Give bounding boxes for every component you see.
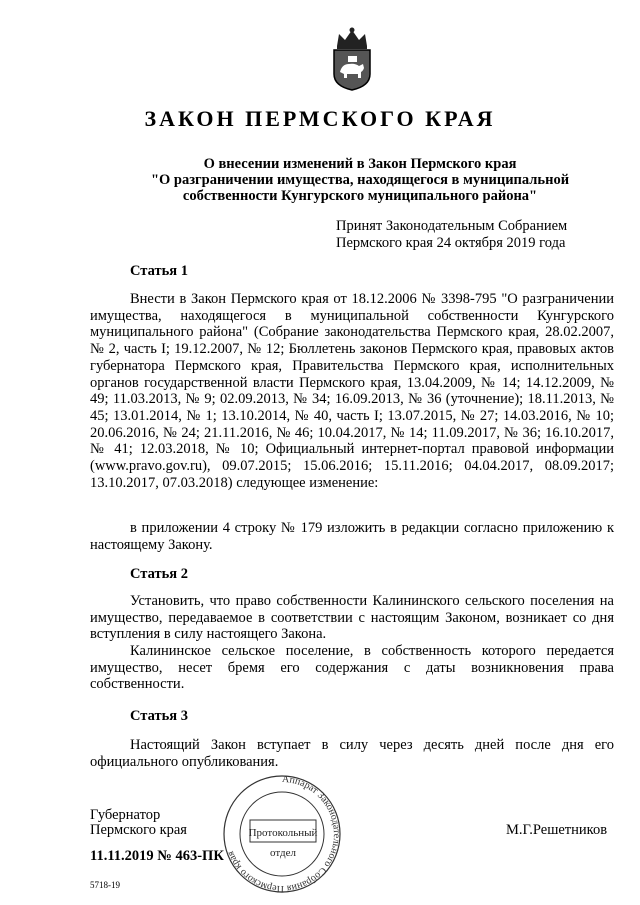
article-2-paragraph-1: Установить, что право собственности Калининского сельского поселения на имущество, передаваемое в соответствии с настоящим Законом, возникает со дня вступления в силу настоящего Закона.: [90, 593, 614, 643]
stamp-center-line-2: отдел: [270, 847, 296, 859]
stamp-ring-text: Аппарат Законодательного Собрания Пермского края: [225, 773, 342, 895]
signer-name: М.Г.Решетников: [506, 822, 608, 838]
article-2-paragraph-2: Калининское сельское поселение, в собственность которого передается имущество, несет бремя его содержания с даты возникновения права собственности.: [90, 643, 614, 693]
adoption-note: [336, 218, 626, 252]
adoption-line: Принят Законодательным Собранием: [336, 218, 568, 234]
signer-title-line: Пермского края: [90, 822, 187, 838]
article-1-heading: Статья 1: [130, 263, 188, 279]
article-3-heading: Статья 3: [130, 708, 188, 724]
document-code: 5718-19: [90, 880, 120, 890]
subtitle-line: "О разграничении имущества, находящегося в муниципальной: [150, 172, 570, 188]
stamp-center-line-1: Протокольный: [248, 827, 318, 839]
article-3-paragraph-1: Настоящий Закон вступает в силу через десять дней после дня его официального опубликования.: [90, 737, 614, 770]
subtitle-line: собственности Кунгурского муниципального района": [182, 188, 538, 204]
adoption-line: Пермского края 24 октября 2019 года: [336, 235, 566, 251]
article-2-heading: Статья 2: [130, 566, 188, 582]
document-subtitle: [110, 156, 610, 204]
document-title: ЗАКОН ПЕРМСКОГО КРАЯ: [144, 106, 496, 131]
signer-title: [90, 808, 187, 838]
article-1-paragraph-1: Внести в Закон Пермского края от 18.12.2006 № 3398-795 "О разграничении имущества, находящегося в муниципальной собственности Кунгурского муниципального района" (Собрание законодательства Пермского края, 28.02.2007, № 2, часть I; 19.12.2007, № 12; Бюллетень законов Пермского края, правовых актов губернатора Пермского края, Правительства Пермского края, исполнительных органов государственной власти Пермского края, 13.04.2009, № 14; 14.12.2009, № 49; 11.03.2013, № 9; 02.09.2013, № 34; 16.09.2013, № 36 (уточнение); 18.11.2013, № 45; 13.01.2014, № 1; 13.10.2014, № 40, часть I; 13.07.2015, № 27; 14.03.2016, № 10; 20.06.2016, № 24; 21.11.2016, № 46; 10.04.2017, № 14; 11.09.2017, № 36; 16.10.2017, № 41; 12.03.2018, № 10; Официальный интернет-портал правовой информации (www.pravo.gov.ru), 09.07.2015; 15.06.2016; 15.11.2016; 04.04.2017, 08.09.2017; 13.10.2017, 07.03.2018) следующее изменение:: [90, 291, 614, 491]
law-number-date: 11.11.2019 № 463-ПК: [90, 848, 224, 864]
signer-title-line: Губернатор: [90, 807, 161, 823]
round-seal-stamp-icon: [222, 770, 342, 900]
article-1-paragraph-2: в приложении 4 строку № 179 изложить в редакции согласно приложению к настоящему Закону.: [90, 520, 614, 553]
subtitle-line: О внесении изменений в Закон Пермского края: [203, 156, 517, 172]
perm-krai-coat-of-arms-icon: [329, 26, 375, 92]
